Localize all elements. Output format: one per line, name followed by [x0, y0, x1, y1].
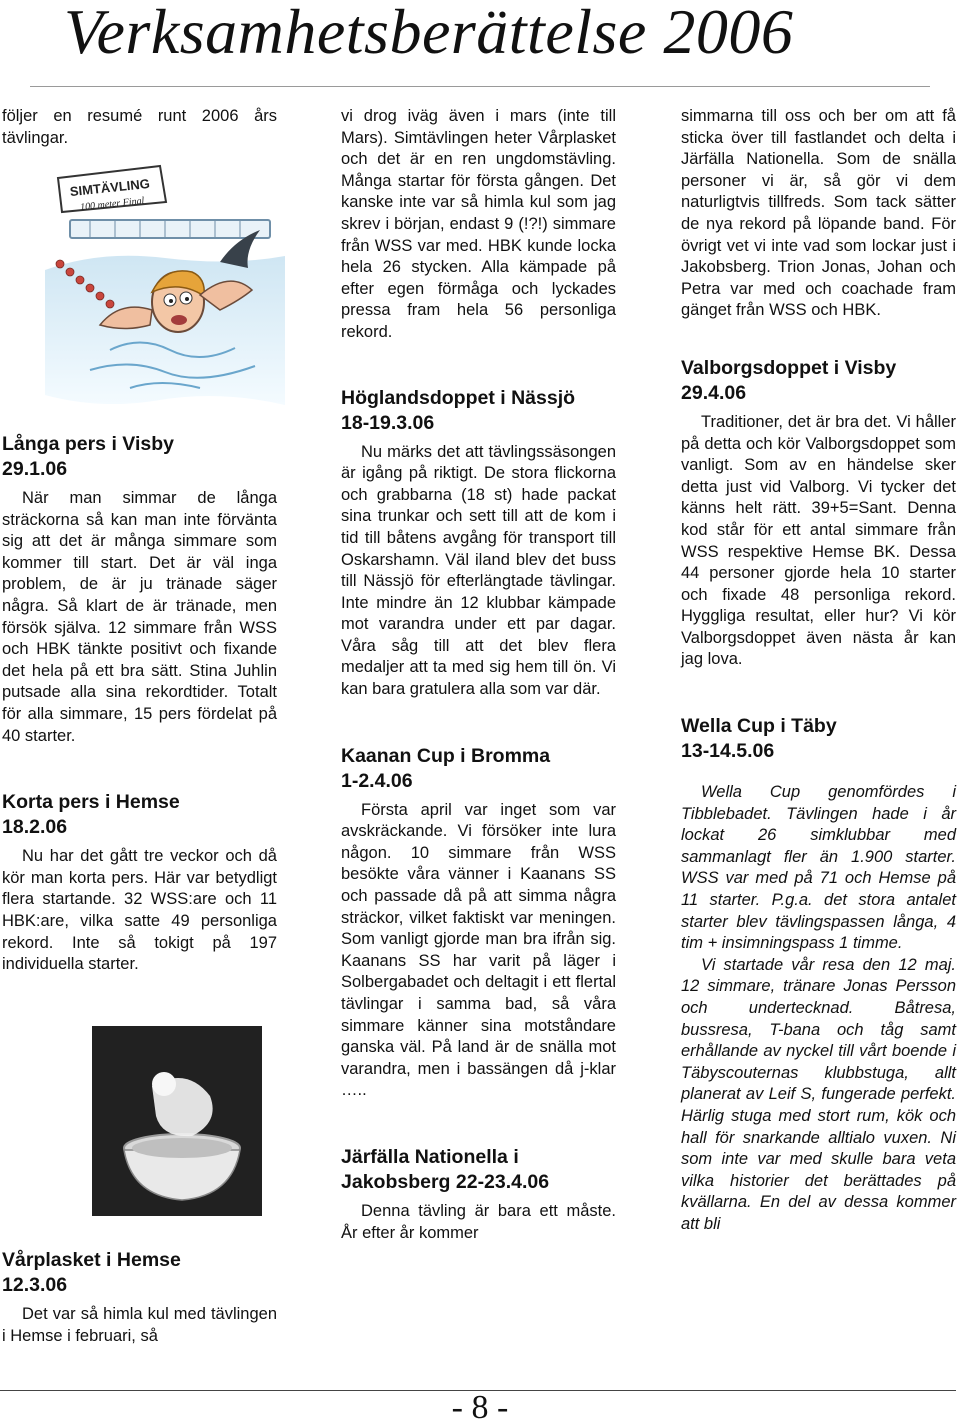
section-title-korta-pers: Korta pers i Hemse 18.2.06 [2, 790, 277, 840]
section-text: Denna tävling är bara ett måste. År efter år kommer [341, 1201, 616, 1242]
section-date: 29.4.06 [681, 381, 747, 404]
section-title-langa-pers: Långa pers i Visby 29.1.06 [2, 432, 277, 482]
continued-text: simmarna till oss och ber om att få sticka över till fastlandet och delta i Järfälla Nationella. Som de snälla personer vi är, så gör vi dem naturligtvis tillfreds. Som tack sätter de nya rekord på löpande band. För övrigt vet vi inte vad som lockar just i Jakobsberg. Trion Jonas, Johan och Petra var med och coachade fram gänget från WSS och HBK. [681, 107, 956, 320]
section-text: Första april var inget som var avskräckande. Vi försöker inte lura någon. 10 simmare från WSS besökte våra vänner i Kaanans SS och passade då på att simma några sträckor, vilket faktiskt var meningen. Som vanligt gjorde man bra ifrån sig. Kaanans SS har varit på läger i Solbergabadet och deltagit i ett flertal tävlingar i samma bad, så våra simmare känner sina motståndare ganska väl. På land är de snälla mot varandra, men i bassängen då j-klar ….. [341, 800, 616, 1100]
sign-text-1: SIMTÄVLING [69, 175, 151, 200]
page-title: Verksamhetsberättelse 2006 [64, 0, 794, 67]
intro-text: följer en resumé runt 2006 års tävlingar. [2, 107, 277, 147]
section-date: 18-19.3.06 [341, 411, 435, 434]
section-date: 1-2.4.06 [341, 769, 413, 792]
column-3 [681, 106, 956, 1236]
section-date: 12.3.06 [2, 1274, 68, 1296]
section-title-varplasket: Vårplasket i Hemse 12.3.06 [2, 1248, 277, 1298]
sign-text-2: 100 meter Final [79, 195, 145, 214]
section-text: Nu märks det att tävlingssäsongen är igång på riktigt. De stora flickorna och grabbarna (18 st) hade packat sina trunkar och sett till att de kom i tid till båtens avgång för transport till Oskarshamn. Väl iland blev det buss till Nässjö för efterlängtade tävlingar. Inte mindre än 12 klubbar kämpade mot varandra under ett par dagar. Våra såg till att det blev flera medaljer att ta med sig hem till ön. Vi kan bara gratulera alla som var där. [341, 442, 616, 699]
section-text: Traditioner, det är bra det. Vi håller på detta och kör Valborgsdoppet som vanligt. Som av en händelse sker detta just vid Valborg. Vi tycker det känns helt rätt. 39+5=Sant. Denna kod står för ett antal simmare från WSS respektive Hemse BK. Dessa 44 personer gjorde hela 10 starter och fixade 48 personliga rekord. Hyggliga resultat, eller hur? Vi kör Valborgsdoppet även nästa år kan jag lova. [681, 412, 956, 669]
section-text: Det var så himla kul med tävlingen i Hemse i februari, så [2, 1305, 277, 1345]
section-title-kaanan-cup: Kaanan Cup i Bromma 1-2.4.06 [341, 744, 616, 794]
column-1-bottom [2, 1248, 277, 1347]
column-1-sections [2, 432, 277, 976]
section-title-hoglandsdoppet: Höglandsdoppet i Nässjö 18-19.3.06 [341, 386, 616, 436]
competition-sign [58, 166, 166, 213]
section-title-jarfalla: Järfälla Nationella i Jakobsberg 22-23.4.06 [341, 1145, 550, 1193]
swimmer-cartoon-illustration [40, 160, 290, 410]
section-date: 13-14.5.06 [681, 740, 775, 763]
section-title-valborgsdoppet: Valborgsdoppet i Visby 29.4.06 [681, 356, 956, 406]
section-title-wella-cup: Wella Cup i Täby 13-14.5.06 [681, 714, 956, 764]
column-1 [2, 106, 277, 149]
section-text: När man simmar de långa sträckorna så kan man inte förvänta sig att det är många simmare som kommer till start. Det är väl inga problem, de är ju tränade säger några. Så klart de är tränade, men försök själva. 12 simmare från WSS och HBK tänkte positivt och fixande det hela på ett bra sätt. Stina Juhlin putsade alla sina rekordtider. Totalt för alla simmare, 15 pers fördelat på 40 starter. [2, 489, 277, 745]
section-text-italic: Vi startade vår resa den 12 maj. 12 simmare, tränare Jonas Persson och undertecknad. Båtresa, bussresa, T-bana och tåg samt erhållande av nyckel till vårt boende i Täbyscouternas klubbstuga, allt planerat av Leif S, fungerade perfekt. Härlig stuga med stort rum, kök och hall för snarkande alltialo vuxen. Ni som inte var med skulle bara veta vilka historier det berättades på kvällarna. En del av dessa kommer att bli [681, 955, 956, 1233]
page-number: - 8 - [451, 1389, 509, 1426]
bowl-photo [92, 1026, 262, 1216]
column-2 [341, 106, 616, 1244]
section-date: 18.2.06 [2, 816, 68, 839]
continued-text: vi drog iväg även i mars (inte till Mars). Simtävlingen heter Vårplasket och det är en ren ungdomstävling. Många startar för första gången. Det kanske inte var så himla kul som jag skrev i början, endast 9 (!?!) simmare från WSS var med. HBK kunde locka hela 26 stycken. Alla kämpade på efter egen förmåga och lyckades pressa fram hela 56 personliga rekord. [341, 107, 616, 341]
header-divider [30, 86, 930, 87]
section-text: Nu har det gått tre veckor och då kör man korta pers. Här var betydligt flera startande. 32 WSS:are och 11 HBK:are, vilka satte 49 personliga rekord. Inte så tokigt på 197 individuella starter. [2, 847, 277, 974]
section-text-italic: Wella Cup genomfördes i Tibblebadet. Tävlingen hade i år lockat 26 simklubbar med sammanlagt fler än 1.900 starter. WSS var med på 71 och Hemse på 11 starter. P.g.a. det stora antalet starter blev tävlingspassen långa, 4 tim + insimningspass 1 timme. [681, 783, 956, 953]
section-date: 29.1.06 [2, 458, 68, 480]
